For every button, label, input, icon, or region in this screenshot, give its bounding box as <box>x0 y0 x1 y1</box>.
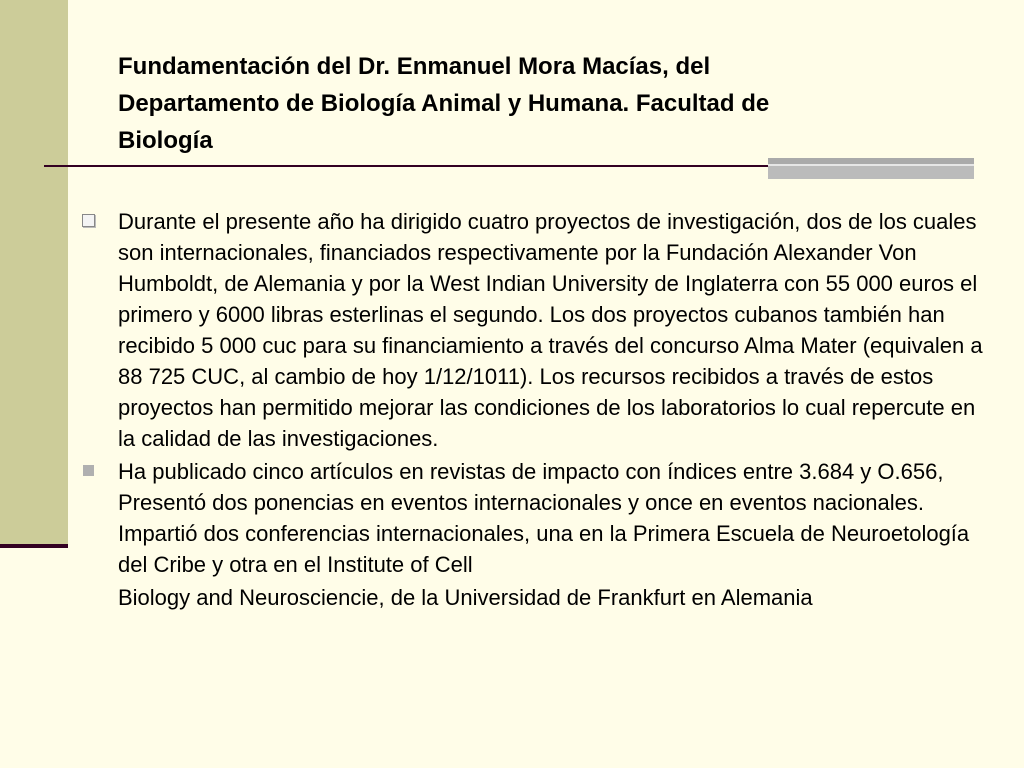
slide-title <box>118 48 918 159</box>
square-bullet-icon <box>80 456 118 487</box>
title-line-2: Departamento de Biología Animal y Humana. Facultad de <box>118 90 770 117</box>
hollow-square-bullet-icon <box>80 206 118 237</box>
bullet-text-last-line: Biology and Neurosciencie, de la Universidad de Frankfurt en Alemania <box>118 585 813 610</box>
bullet-item-publications <box>80 456 985 615</box>
left-band-rule <box>0 544 68 548</box>
title-line-3: Biología <box>118 127 213 154</box>
bullet-text: Durante el presente año ha dirigido cuatro proyectos de investigación, dos de los cuales son internacionales, financiados respectivamente por la Fundación Alexander Von Humboldt, de Alemania y por la West Indian University de Inglaterra con 55 000 euros el primero y 6000 libras esterlinas el segundo. Los dos proyectos cubanos también han recibido 5 000 cuc para su financiamiento a través del concurso Alma Mater (equivalen a 88 725 CUC, al cambio de hoy 1/12/1011). Los recursos recibidos a través de estos proyectos han permitido mejorar las condiciones de los laboratorios lo cual repercute en la calidad de las investigaciones. <box>118 209 983 451</box>
left-accent-band <box>0 0 68 546</box>
bullet-text-main: Ha publicado cinco artículos en revistas de impacto con índices entre 3.684 y O.656, Presentó dos ponencias en eventos internacionales y once en eventos nacionales. Impartió dos conferencias internacionales, una en la Primera Escuela de Neuroetología del Cribe y otra en el Institute of Cell <box>118 459 970 577</box>
slide-body <box>80 206 985 615</box>
bullet-text <box>118 456 985 615</box>
bullet-item-projects <box>80 206 985 454</box>
title-accent-bar <box>768 158 974 179</box>
title-line-1: Fundamentación del Dr. Enmanuel Mora Macías, del <box>118 53 711 80</box>
